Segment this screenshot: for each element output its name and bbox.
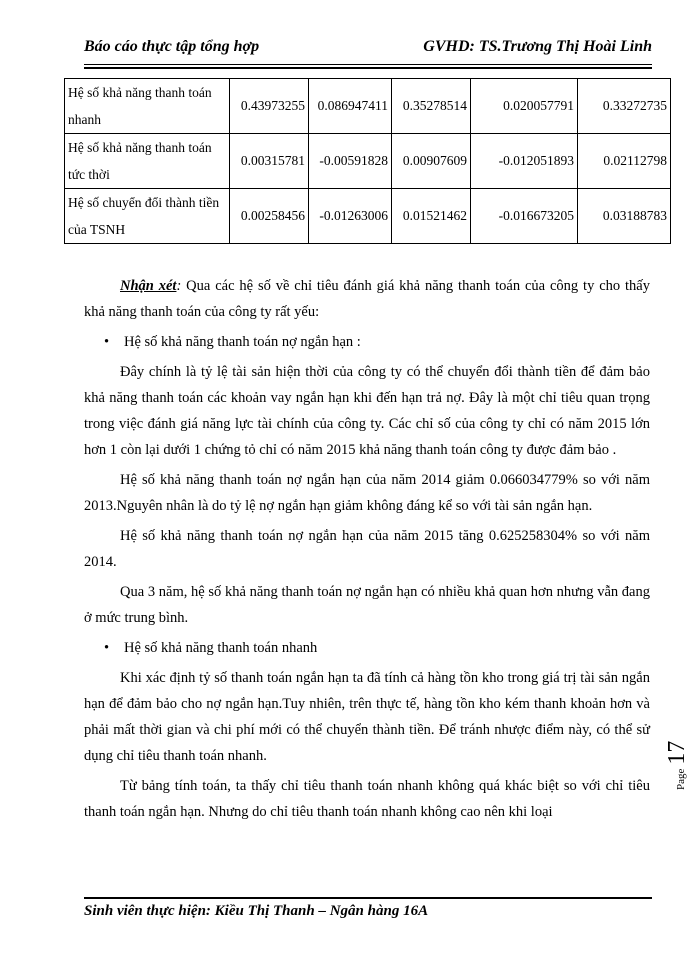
row-label: Hệ số khả năng thanh toán tức thời [65,134,230,189]
remark-label: Nhận xét [120,278,177,294]
paragraph: Khi xác định tỷ số thanh toán ngắn hạn ta đã tính cả hàng tồn kho trong giá trị tài sản ngắn hạn để đảm bảo cho nợ ngắn hạn.Tuy nhiên, trên thực tế, hàng tồn kho kém thanh khoản hơn và phải mất thời gian và chi phí mới có thể chuyển thành tiền. Để tránh nhược điểm này, có thể sử dụng chỉ tiêu thanh toán nhanh. [84,670,650,764]
remark-text: Qua các hệ số về chỉ tiêu đánh giá khả năng thanh toán của công ty cho thấy khả năng thanh toán của công ty rất yếu: [84,278,650,320]
table-cell: -0.012051893 [471,134,578,189]
table-row [65,79,671,134]
remark-paragraph: Nhận xét: Qua các hệ số về chỉ tiêu đánh giá khả năng thanh toán của công ty cho thấy khả năng thanh toán của công ty rất yếu: [84,278,650,320]
header-rule [84,64,652,69]
table-cell: 0.43973255 [230,79,309,134]
footer-rule [84,897,652,899]
page-number-value: 17 [664,740,690,765]
body-text [84,273,650,829]
table-cell: 0.020057791 [471,79,578,134]
bullet-icon: • [104,334,110,350]
table-cell: 0.00907609 [392,134,471,189]
table-cell: 0.01521462 [392,189,471,244]
bullet-item: • Hệ số khả năng thanh toán nhanh [84,635,650,661]
paragraph: Qua 3 năm, hệ số khả năng thanh toán nợ ngắn hạn có nhiều khả quan hơn nhưng vẫn đang ở mức trung bình. [84,584,650,626]
table-cell: -0.01263006 [309,189,392,244]
bullet-item: • Hệ số khả năng thanh toán nợ ngắn hạn : [84,329,650,355]
table-cell: 0.33272735 [578,79,671,134]
table-row [65,134,671,189]
table-row [65,189,671,244]
table-cell: -0.00591828 [309,134,392,189]
table-cell: 0.02112798 [578,134,671,189]
table-cell: 0.00315781 [230,134,309,189]
row-label: Hệ số chuyển đổi thành tiền của TSNH [65,189,230,244]
table-cell: 0.03188783 [578,189,671,244]
page-header [84,38,652,62]
paragraph: Từ bảng tính toán, ta thấy chỉ tiêu thanh toán nhanh không quá khác biệt so với chỉ tiêu thanh toán ngắn hạn. Nhưng do chỉ tiêu thanh toán nhanh không cao nên khi loại [84,778,650,820]
bullet-icon: • [104,640,110,656]
page-number [664,700,688,790]
paragraph: Hệ số khả năng thanh toán nợ ngắn hạn của năm 2014 giảm 0.066034779% so với năm 2013.Nguyên nhân là do tỷ lệ nợ ngắn hạn giảm không đáng kể so với tài sản ngắn hạn. [84,472,650,514]
table-cell: -0.016673205 [471,189,578,244]
table-cell: 0.35278514 [392,79,471,134]
report-title: Báo cáo thực tập tổng hợp [84,38,260,55]
paragraph: Hệ số khả năng thanh toán nợ ngắn hạn của năm 2015 tăng 0.625258304% so với năm 2014. [84,528,650,570]
row-label: Hệ số khả năng thanh toán nhanh [65,79,230,134]
paragraph: Đây chính là tỷ lệ tài sản hiện thời của công ty có thể chuyển đổi thành tiền để đảm bảo khả năng thanh toán các khoản vay ngắn hạn khi đến hạn trả nợ. Đây là một chỉ tiêu quan trọng trong việc đánh giá năng lực tài chính của công ty. Các chỉ số của công ty chỉ có năm 2015 lớn hơn 1 còn lại dưới 1 chứng tỏ chỉ có năm 2015 khả năng thanh toán công ty được đảm bảo . [84,364,650,458]
table-cell: 0.00258456 [230,189,309,244]
supervisor: GVHD: TS.Trương Thị Hoài Linh [423,38,652,55]
ratio-table [64,78,671,244]
table-cell: 0.086947411 [309,79,392,134]
page-footer: Sinh viên thực hiện: Kiều Thị Thanh – Ngân hàng 16A [84,903,429,919]
page-label: Page [675,768,687,790]
